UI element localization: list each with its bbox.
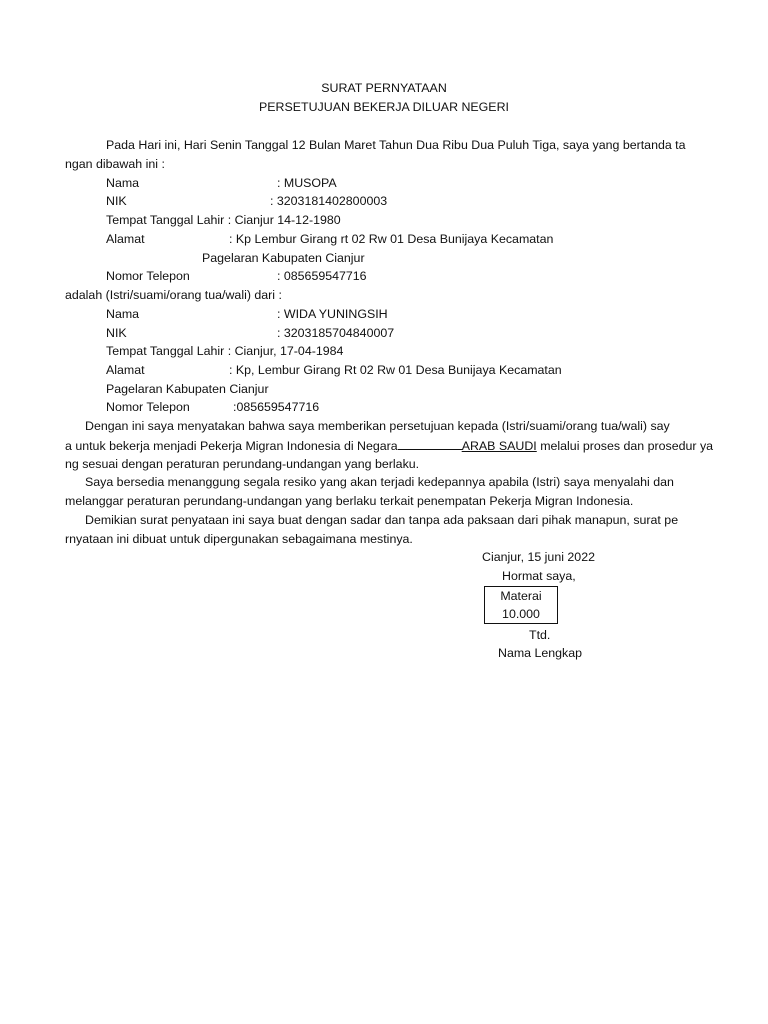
p1-nama-label: Nama — [106, 176, 140, 190]
p1-ttl: Tempat Tanggal Lahir : Cianjur 14-12-1980 — [106, 213, 341, 227]
title-line-2: PERSETUJUAN BEKERJA DILUAR NEGERI — [259, 100, 509, 114]
signature-ttd: Ttd. — [529, 628, 551, 642]
materai-line-1: Materai — [500, 589, 542, 603]
p1-alamat-value: : Kp Lembur Girang rt 02 Rw 01 Desa Bunijaya Kecamatan — [229, 232, 554, 246]
p1-nama-value: : MUSOPA — [277, 176, 337, 190]
materai-stamp-box — [484, 586, 558, 624]
para2-line-2: melanggar peraturan perundang-undangan yang berlaku terkait penempatan Pekerja Migran Indonesia. — [65, 494, 634, 508]
signature-name: Nama Lengkap — [498, 646, 583, 660]
destination-country: ARAB SAUDI — [461, 439, 537, 453]
p2-ttl: Tempat Tanggal Lahir : Cianjur, 17-04-1984 — [106, 344, 344, 358]
p2-alamat-cont: Pagelaran Kabupaten Cianjur — [106, 382, 269, 396]
p1-nik-label: NIK — [106, 194, 127, 208]
p1-alamat-label: Alamat — [106, 232, 145, 246]
relation-line: adalah (Istri/suami/orang tua/wali) dari : — [65, 288, 282, 302]
p1-telp-label: Nomor Telepon — [106, 269, 190, 283]
p1-nik-value: : 3203181402800003 — [270, 194, 388, 208]
p2-telp-label: Nomor Telepon — [106, 400, 190, 414]
country-blank — [398, 437, 462, 450]
p2-nama-value: : WIDA YUNINGSIH — [277, 307, 388, 321]
title-line-1: SURAT PERNYATAAN — [321, 81, 447, 95]
para3-line-1: Demikian surat penyataan ini saya buat dengan sadar dan tanpa ada paksaan dari pihak manapun, surat pe — [85, 513, 679, 527]
para1-line-2-after: melalui proses dan prosedur ya — [536, 439, 714, 453]
p2-alamat-value: : Kp, Lembur Girang Rt 02 Rw 01 Desa Bunijaya Kecamatan — [229, 363, 562, 377]
signature-place-date: Cianjur, 15 juni 2022 — [482, 550, 595, 564]
para1-line-1: Dengan ini saya menyatakan bahwa saya memberikan persetujuan kepada (Istri/suami/orang tua/wali) say — [85, 419, 670, 433]
para1-line-2 — [65, 437, 713, 454]
para1-line-3: ng sesuai dengan peraturan perundang-undangan yang berlaku. — [65, 457, 420, 471]
p1-alamat-cont: Pagelaran Kabupaten Cianjur — [202, 251, 365, 265]
materai-line-2: 10.000 — [502, 607, 540, 621]
p2-alamat-label: Alamat — [106, 363, 145, 377]
opening-line-1: Pada Hari ini, Hari Senin Tanggal 12 Bulan Maret Tahun Dua Ribu Dua Puluh Tiga, saya yang bertanda ta — [106, 138, 686, 152]
p2-nik-value: : 3203185704840007 — [277, 326, 395, 340]
p2-telp-value: :085659547716 — [233, 400, 320, 414]
p2-nik-label: NIK — [106, 326, 127, 340]
para2-line-1: Saya bersedia menanggung segala resiko yang akan terjadi kedepannya apabila (Istri) saya menyalahi dan — [85, 475, 674, 489]
opening-line-2: ngan dibawah ini : — [65, 157, 165, 171]
p1-telp-value: : 085659547716 — [277, 269, 367, 283]
para1-line-2-before: a untuk bekerja menjadi Pekerja Migran Indonesia di Negara — [65, 439, 398, 453]
signature-greeting: Hormat saya, — [502, 569, 576, 583]
para3-line-2: rnyataan ini dibuat untuk dipergunakan sebagaimana mestinya. — [65, 532, 413, 546]
p2-nama-label: Nama — [106, 307, 140, 321]
